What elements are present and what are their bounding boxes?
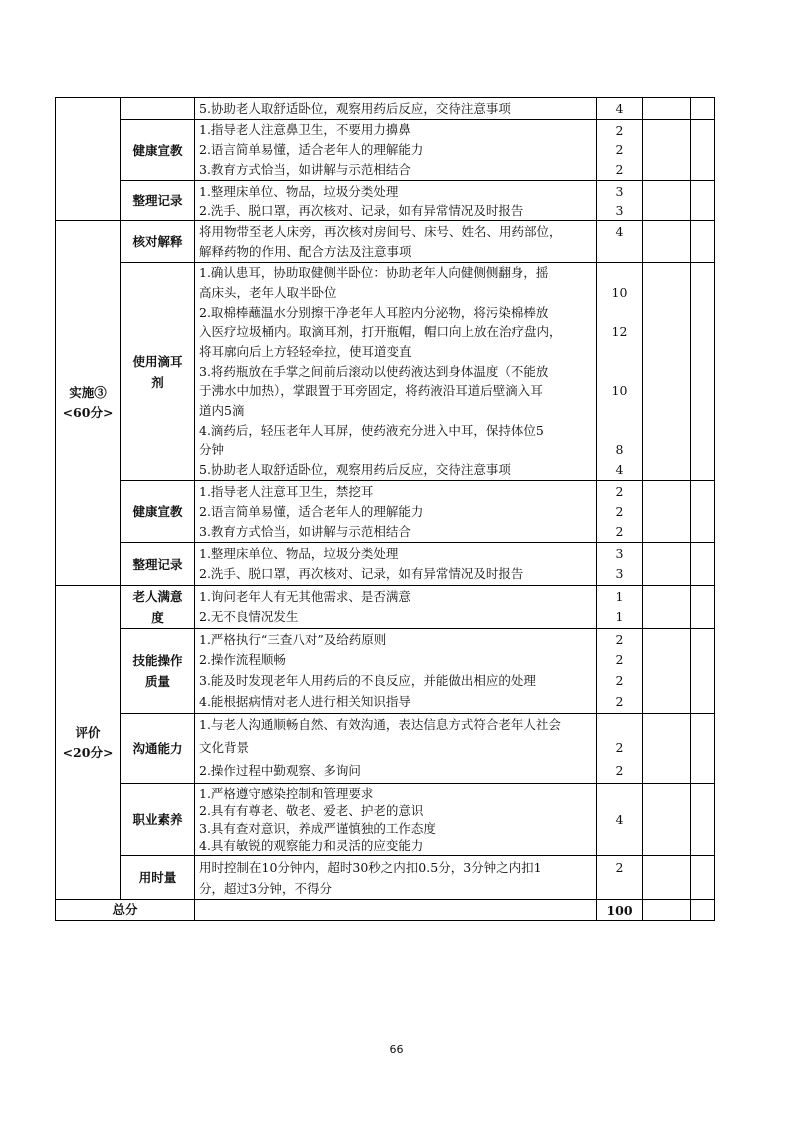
- score-value: 2: [615, 523, 624, 539]
- remark-cell: [691, 221, 715, 263]
- score-value: 2: [615, 740, 624, 756]
- score-value: 4: [615, 811, 624, 827]
- criteria-line: 于沸水中加热），掌跟置于耳旁固定，将药液沿耳道后壁滴入耳: [199, 383, 543, 399]
- remark-cell: [691, 586, 715, 629]
- criteria-cell: [195, 543, 597, 586]
- criteria-line: 2.操作过程中勤观察、多询问: [199, 762, 361, 778]
- score-value: 10: [611, 383, 628, 399]
- score-value: 2: [615, 631, 624, 647]
- score-value: 2: [615, 652, 624, 668]
- criteria-cell: [195, 221, 597, 263]
- item-label: 健康宣教: [121, 481, 195, 543]
- criteria-line: 将耳廓向后上方轻轻牵拉，使耳道变直: [199, 344, 412, 360]
- table-row: [56, 120, 715, 181]
- score-cell: [597, 784, 643, 856]
- criteria-line: 5.协助老人取舒适卧位，观察用药后反应，交待注意事项: [199, 100, 511, 116]
- criteria-line: 2.取棉棒蘸温水分别擦干净老年人耳腔内分泌物，将污染棉棒放: [199, 304, 549, 320]
- score-value: [597, 303, 642, 323]
- score-value: [597, 242, 642, 262]
- item-label: 健康宣教: [121, 120, 195, 181]
- criteria-line: 文化背景: [199, 740, 250, 756]
- score-value: 2: [615, 859, 624, 875]
- table-row: [56, 714, 715, 784]
- deduction-cell: [643, 714, 691, 784]
- score-value: 2: [615, 142, 624, 158]
- score-cell: [597, 120, 643, 181]
- score-value: [597, 715, 642, 738]
- deduction-cell: [643, 900, 691, 921]
- criteria-line: 解释药物的作用、配合方法及注意事项: [199, 243, 412, 259]
- table-row: [56, 181, 715, 221]
- deduction-cell: [643, 263, 691, 481]
- criteria-line: 3.教育方式恰当，如讲解与示范相结合: [199, 161, 411, 177]
- deduction-cell: [643, 221, 691, 263]
- table-row: [56, 543, 715, 586]
- score-cell: [597, 263, 643, 481]
- page-number: 66: [389, 1043, 404, 1056]
- score-cell: [597, 98, 643, 120]
- criteria-line: 3.具有查对意识，养成严谨慎独的工作态度: [199, 820, 436, 836]
- criteria-line: 2.洗手、脱口罩，再次核对、记录，如有异常情况及时报告: [199, 202, 524, 218]
- item-label: 用时量: [121, 856, 195, 900]
- criteria-line: 高床头，老年人取半卧位: [199, 285, 337, 301]
- criteria-line: 4.滴药后，轻压老年人耳屏，使药液充分进入中耳，保持体位5: [199, 422, 544, 438]
- criteria-line: 2.语言简单易懂，适合老年人的理解能力: [199, 503, 424, 519]
- score-value: 4: [615, 461, 624, 477]
- score-value: 2: [615, 483, 624, 499]
- remark-cell: [691, 856, 715, 900]
- score-value: 8: [615, 442, 624, 458]
- score-value: 2: [615, 122, 624, 138]
- deduction-cell: [643, 629, 691, 714]
- remark-cell: [691, 263, 715, 481]
- criteria-line: 1.整理床单位、物品，垃圾分类处理: [199, 545, 399, 561]
- remark-cell: [691, 481, 715, 543]
- criteria-line: 1.指导老人注意鼻卫生，不要用力擤鼻: [199, 122, 411, 138]
- remark-cell: [691, 120, 715, 181]
- score-cell: [597, 856, 643, 900]
- criteria-line: 分钟: [199, 442, 225, 458]
- remark-cell: [691, 181, 715, 221]
- criteria-cell: [195, 586, 597, 629]
- criteria-cell: [195, 98, 597, 120]
- deduction-cell: [643, 856, 691, 900]
- criteria-cell: [195, 714, 597, 784]
- score-value: 3: [615, 202, 624, 218]
- remark-cell: [691, 629, 715, 714]
- score-value: 3: [615, 183, 624, 199]
- item-label: 沟通能力: [121, 714, 195, 784]
- score-cell: [597, 181, 643, 221]
- score-value: [597, 264, 642, 284]
- table-row: [56, 856, 715, 900]
- criteria-line: 2.洗手、脱口罩，再次核对、记录，如有异常情况及时报告: [199, 566, 524, 581]
- remark-cell: [691, 784, 715, 856]
- deduction-cell: [643, 481, 691, 543]
- criteria-cell: [195, 120, 597, 181]
- score-value: 1: [615, 609, 624, 624]
- criteria-line: 2.无不良情况发生: [199, 609, 299, 624]
- score-value: [597, 401, 642, 421]
- score-value: 3: [615, 566, 624, 581]
- remark-cell: [691, 543, 715, 586]
- item-label: 老人满意度: [121, 586, 195, 629]
- table-row: [56, 784, 715, 856]
- item-label: 使用滴耳剂: [121, 263, 195, 481]
- scoring-table: [55, 97, 715, 921]
- criteria-line: 1.严格执行“三查八对”及给药原则: [199, 631, 387, 647]
- total-row: [56, 900, 715, 921]
- score-cell: [597, 543, 643, 586]
- criteria-line: 3.教育方式恰当，如讲解与示范相结合: [199, 523, 411, 539]
- criteria-line: 将用物带至老人床旁，再次核对房间号、床号、姓名、用药部位，: [199, 223, 562, 239]
- section-label: 实施③ <60分>: [56, 221, 121, 586]
- score-cell: [597, 221, 643, 263]
- remark-cell: [691, 98, 715, 120]
- item-label: 职业素养: [121, 784, 195, 856]
- score-value: 2: [615, 762, 624, 778]
- score-value: 4: [615, 223, 624, 239]
- deduction-cell: [643, 586, 691, 629]
- criteria-line: 1.询问老年人有无其他需求、是否满意: [199, 589, 411, 604]
- criteria-cell: [195, 784, 597, 856]
- deduction-cell: [643, 543, 691, 586]
- score-value: 12: [611, 324, 628, 340]
- score-value: 3: [615, 545, 624, 561]
- deduction-cell: [643, 120, 691, 181]
- score-cell: [597, 481, 643, 543]
- remark-cell: [691, 714, 715, 784]
- criteria-line: 1.指导老人注意耳卫生，禁挖耳: [199, 483, 374, 499]
- table-row: [56, 629, 715, 714]
- criteria-line: 2.具有有尊老、敬老、爱老、护老的意识: [199, 803, 424, 818]
- criteria-line: 1.与老人沟通顺畅自然、有效沟通，表达信息方式符合老年人社会: [199, 717, 561, 733]
- criteria-cell: [195, 263, 597, 481]
- total-label: 总分: [56, 900, 195, 921]
- section-label: [56, 98, 121, 221]
- score-value: [597, 878, 642, 899]
- table-row: [56, 221, 715, 263]
- criteria-line: 分，超过3分钟，不得分: [199, 880, 332, 896]
- criteria-line: 道内5滴: [199, 402, 245, 418]
- criteria-line: 用时控制在10分钟内，超时30秒之内扣0.5分，3分钟之内扣1: [199, 859, 542, 875]
- criteria-line: 1.确认患耳，协助取健侧半卧位：协助老年人向健侧侧翻身，摇: [199, 265, 549, 281]
- item-label: 整理记录: [121, 543, 195, 586]
- score-cell: [597, 714, 643, 784]
- total-content-cell: [195, 900, 597, 921]
- criteria-line: 入医疗垃圾桶内。取滴耳剂，打开瓶帽，帽口向上放在治疗盘内，: [199, 324, 562, 340]
- table-row: [56, 263, 715, 481]
- score-value: [597, 421, 642, 441]
- score-value: 2: [615, 503, 624, 519]
- score-value: 4: [615, 100, 624, 116]
- score-value: 2: [615, 161, 624, 177]
- table-row: [56, 586, 715, 629]
- criteria-line: 5.协助老人取舒适卧位，观察用药后反应，交待注意事项: [199, 461, 511, 477]
- score-value: [597, 362, 642, 382]
- criteria-cell: [195, 181, 597, 221]
- criteria-line: 1.整理床单位、物品，垃圾分类处理: [199, 183, 399, 199]
- table-row: [56, 481, 715, 543]
- criteria-line: 4.具有敏锐的观察能力和灵活的应变能力: [199, 838, 424, 853]
- score-value: 1: [615, 589, 624, 604]
- score-value: [597, 342, 642, 362]
- criteria-cell: [195, 629, 597, 714]
- criteria-cell: [195, 856, 597, 900]
- deduction-cell: [643, 784, 691, 856]
- total-score: 100: [597, 900, 643, 921]
- remark-cell: [691, 900, 715, 921]
- section-label: 评价 <20分>: [56, 586, 121, 900]
- score-value: 10: [611, 285, 628, 301]
- deduction-cell: [643, 98, 691, 120]
- criteria-line: 3.将药瓶放在手掌之间前后滚动以使药液达到身体温度（不能放: [199, 363, 549, 379]
- table-row: [56, 98, 715, 120]
- criteria-line: 2.操作流程顺畅: [199, 652, 286, 668]
- criteria-line: 3.能及时发现老年人用药后的不良反应，并能做出相应的处理: [199, 673, 536, 688]
- score-value: 2: [615, 673, 624, 688]
- criteria-line: 2.语言简单易懂，适合老年人的理解能力: [199, 142, 424, 158]
- criteria-cell: [195, 481, 597, 543]
- item-label: 技能操作质量: [121, 629, 195, 714]
- item-label: 整理记录: [121, 181, 195, 221]
- score-cell: [597, 629, 643, 714]
- deduction-cell: [643, 181, 691, 221]
- criteria-line: 4.能根据病情对老人进行相关知识指导: [199, 693, 411, 709]
- criteria-line: 1.严格遵守感染控制和管理要求: [199, 785, 374, 801]
- score-cell: [597, 586, 643, 629]
- item-label: 核对解释: [121, 221, 195, 263]
- score-value: 2: [615, 693, 624, 709]
- item-label: [121, 98, 195, 120]
